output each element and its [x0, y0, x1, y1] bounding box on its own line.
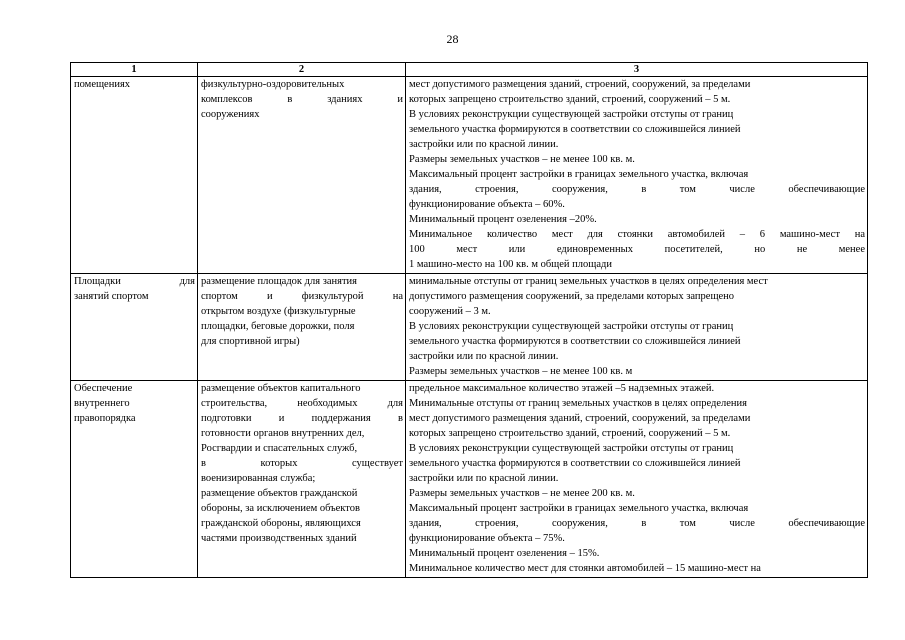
cell-text-line: В условиях реконструкции существующей застройки отступы от границ — [409, 321, 734, 332]
cell-text-line: военизированная служба; — [201, 473, 316, 484]
cell-text-line: гражданской обороны, являющихся — [201, 518, 361, 529]
cell-text-line: которых запрещено строительство зданий, строений, сооружений – 5 м. — [409, 428, 731, 439]
header-col-3: 3 — [406, 63, 868, 77]
cell-text-line: в которых существует — [201, 458, 403, 469]
cell-text-line: для спортивной игры) — [201, 336, 300, 347]
table-cell-col-3 — [406, 77, 868, 274]
cell-text-line: здания, строения, сооружения, в том числе обеспечивающие — [409, 518, 865, 529]
cell-text-line: занятий спортом — [74, 291, 149, 302]
cell-text-line: площадки, беговые дорожки, поля — [201, 321, 355, 332]
cell-text-line: размещение объектов капитального — [201, 383, 361, 394]
cell-text-line: размещение объектов гражданской — [201, 488, 358, 499]
table-cell-col-2 — [198, 381, 406, 578]
cell-text-line: В условиях реконструкции существующей застройки отступы от границ — [409, 109, 734, 120]
cell-text-line: застройки или по красной линии. — [409, 351, 559, 362]
cell-text-line: частями производственных зданий — [201, 533, 357, 544]
cell-text-line: здания, строения, сооружения, в том числе обеспечивающие — [409, 184, 865, 195]
cell-text-line: комплексов в зданиях и — [201, 94, 403, 105]
cell-text-line: размещение площадок для занятия — [201, 276, 357, 287]
cell-text-line: Минимальное количество мест для стоянки автомобилей – 15 машино-мест на — [409, 563, 761, 574]
cell-text-line: помещениях — [74, 79, 131, 90]
header-col-2: 2 — [198, 63, 406, 77]
cell-text-line: 1 машино-место на 100 кв. м общей площади — [409, 259, 612, 270]
cell-text-line: застройки или по красной линии. — [409, 139, 559, 150]
cell-text-line: функционирование объекта – 75%. — [409, 533, 565, 544]
cell-text-line: мест допустимого размещения зданий, строений, сооружений, за пределами — [409, 79, 751, 90]
cell-text-line: В условиях реконструкции существующей застройки отступы от границ — [409, 443, 734, 454]
cell-text-line: Максимальный процент застройки в границах земельного участка, включая — [409, 169, 749, 180]
cell-text-line: Минимальное количество мест для стоянки автомобилей – 6 машино-мест на — [409, 229, 865, 240]
table-row — [71, 381, 868, 578]
table-row — [71, 274, 868, 381]
table-cell-col-1 — [71, 77, 198, 274]
table-cell-col-1 — [71, 274, 198, 381]
cell-text-line: которых запрещено строительство зданий, строений, сооружений – 5 м. — [409, 94, 731, 105]
cell-text-line: Росгвардии и спасательных служб, — [201, 443, 358, 454]
table-row — [71, 77, 868, 274]
cell-text-line: Минимальный процент озеленения –20%. — [409, 214, 597, 225]
table-cell-col-2 — [198, 77, 406, 274]
cell-text-line: предельное максимальное количество этажей –5 надземных этажей. — [409, 383, 715, 394]
cell-text-line: земельного участка формируются в соответствии со сложившейся линией — [409, 336, 741, 347]
cell-text-line: спортом и физкультурой на — [201, 291, 403, 302]
cell-text-line: сооружениях — [201, 109, 260, 120]
cell-text-line: физкультурно-оздоровительных — [201, 79, 345, 90]
cell-text-line: земельного участка формируются в соответствии со сложившейся линией — [409, 458, 741, 469]
header-col-1: 1 — [71, 63, 198, 77]
cell-text-line: Площадки для — [74, 276, 195, 287]
cell-text-line: обороны, за исключением объектов — [201, 503, 360, 514]
cell-text-line: Обеспечение — [74, 383, 133, 394]
cell-text-line: застройки или по красной линии. — [409, 473, 559, 484]
cell-text-line: правопорядка — [74, 413, 136, 424]
cell-text-line: минимальные отступы от границ земельных участков в целях определения мест — [409, 276, 768, 287]
cell-text-line: готовности органов внутренних дел, — [201, 428, 365, 439]
cell-text-line: допустимого размещения сооружений, за пределами которых запрещено — [409, 291, 735, 302]
table-cell-col-2 — [198, 274, 406, 381]
cell-text-line: земельного участка формируются в соответствии со сложившейся линией — [409, 124, 741, 135]
table-cell-col-1 — [71, 381, 198, 578]
cell-text-line: строительства, необходимых для — [201, 398, 403, 409]
cell-text-line: Минимальные отступы от границ земельных участков в целях определения — [409, 398, 747, 409]
regulations-table — [70, 62, 868, 578]
cell-text-line: подготовки и поддержания в — [201, 413, 403, 424]
cell-text-line: функционирование объекта – 60%. — [409, 199, 565, 210]
page-number: 28 — [446, 32, 459, 46]
cell-text-line: открытом воздухе (физкультурные — [201, 306, 356, 317]
table-cell-col-3 — [406, 274, 868, 381]
cell-text-line: 100 мест или единовременных посетителей, но не менее — [409, 244, 865, 255]
cell-text-line: сооружений – 3 м. — [409, 306, 491, 317]
cell-text-line: Минимальный процент озеленения – 15%. — [409, 548, 600, 559]
cell-text-line: мест допустимого размещения зданий, строений, сооружений, за пределами — [409, 413, 751, 424]
cell-text-line: Размеры земельных участков – не менее 100 кв. м. — [409, 154, 635, 165]
cell-text-line: Размеры земельных участков – не менее 100 кв. м — [409, 366, 633, 377]
table-cell-col-3 — [406, 381, 868, 578]
cell-text-line: внутреннего — [74, 398, 130, 409]
cell-text-line: Максимальный процент застройки в границах земельного участка, включая — [409, 503, 749, 514]
cell-text-line: Размеры земельных участков – не менее 200 кв. м. — [409, 488, 635, 499]
table-header-row — [71, 63, 868, 77]
